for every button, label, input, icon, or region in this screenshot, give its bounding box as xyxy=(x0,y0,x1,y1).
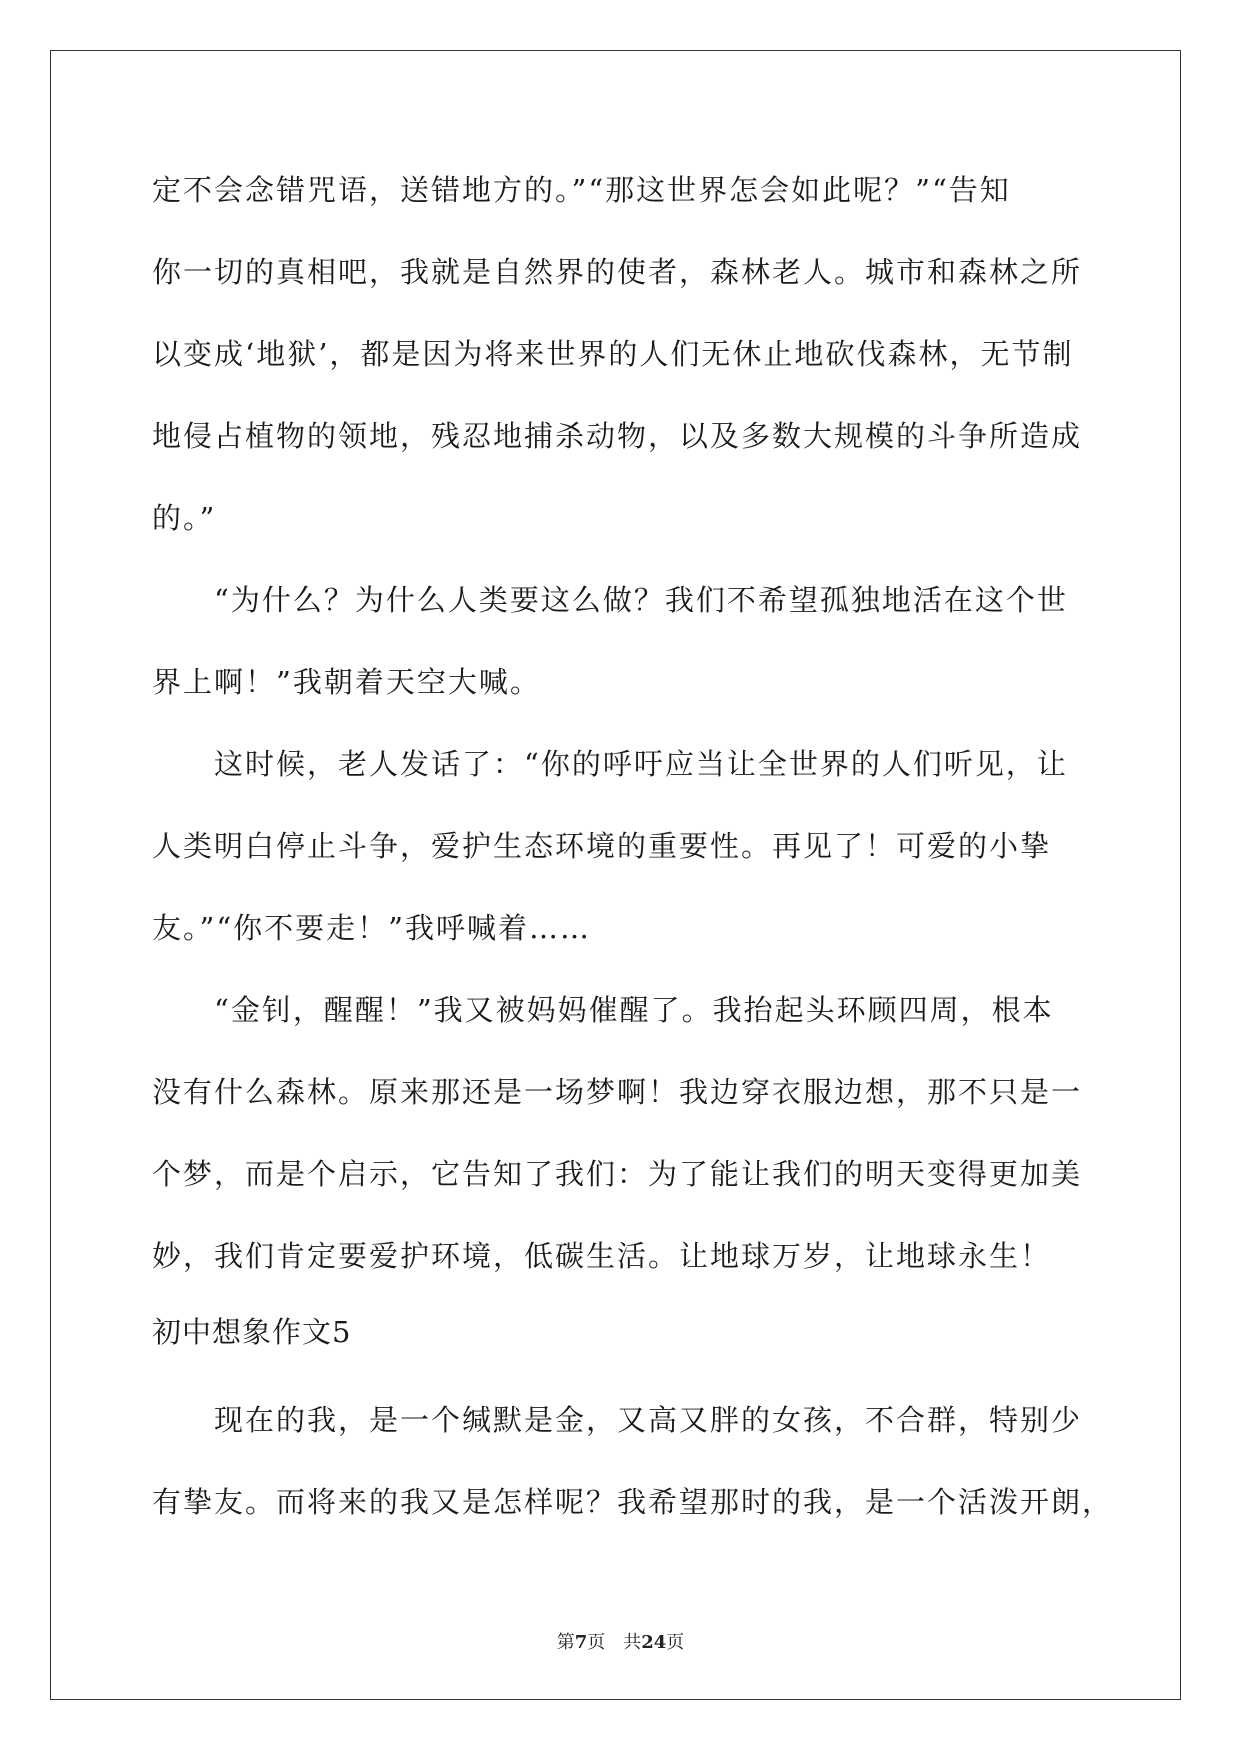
footer-mid: 页 共 xyxy=(587,1632,642,1653)
footer-total-pages: 24 xyxy=(641,1632,667,1653)
text-line: 妙，我们肯定要爱护环境，低碳生活。让地球万岁，让地球永生！ xyxy=(152,1239,1052,1273)
document-body xyxy=(152,155,1114,1549)
text-line: “为什么？为什么人类要这么做？我们不希望孤独地活在这个世 xyxy=(152,583,1068,617)
text-line: 友。”“你不要走！”我呼喊着…… xyxy=(152,911,591,945)
page-footer xyxy=(0,1628,1241,1654)
text-line: 以变成‘地狱’，都是因为将来世界的人们无休止地砍伐森林，无节制 xyxy=(152,337,1074,371)
footer-prefix: 第 xyxy=(556,1632,575,1653)
text-line: 个梦，而是个启示，它告知了我们：为了能让我们的明天变得更加美 xyxy=(152,1157,1083,1191)
text-line: 地侵占植物的领地，残忍地捕杀动物，以及多数大规模的斗争所造成 xyxy=(152,419,1083,453)
text-line: 这时候，老人发话了：“你的呼吁应当让全世界的人们听见，让 xyxy=(152,747,1068,781)
text-line: 没有什么森林。原来那还是一场梦啊！我边穿衣服边想，那不只是一 xyxy=(152,1075,1083,1109)
text-line: 界上啊！”我朝着天空大喊。 xyxy=(152,665,541,699)
footer-page-number: 7 xyxy=(574,1632,588,1653)
text-line: 人类明白停止斗争，爱护生态环境的重要性。再见了！可爱的小挚 xyxy=(152,829,1052,863)
section-heading: 初中想象作文5 xyxy=(152,1315,352,1349)
text-line: “金钊，醒醒！”我又被妈妈催醒了。我抬起头环顾四周，根本 xyxy=(152,993,1054,1027)
text-line: 定不会念错咒语，送错地方的。”“那这世界怎会如此呢？”“告知 xyxy=(152,173,1011,207)
footer-suffix: 页 xyxy=(666,1632,685,1653)
text-line: 现在的我，是一个缄默是金，又高又胖的女孩，不合群，特别少 xyxy=(152,1403,1083,1437)
text-line: 的。” xyxy=(152,501,217,535)
text-line: 有挚友。而将来的我又是怎样呢？我希望那时的我，是一个活泼开朗， xyxy=(152,1485,1114,1519)
text-line: 你一切的真相吧，我就是自然界的使者，森林老人。城市和森林之所 xyxy=(152,255,1083,289)
